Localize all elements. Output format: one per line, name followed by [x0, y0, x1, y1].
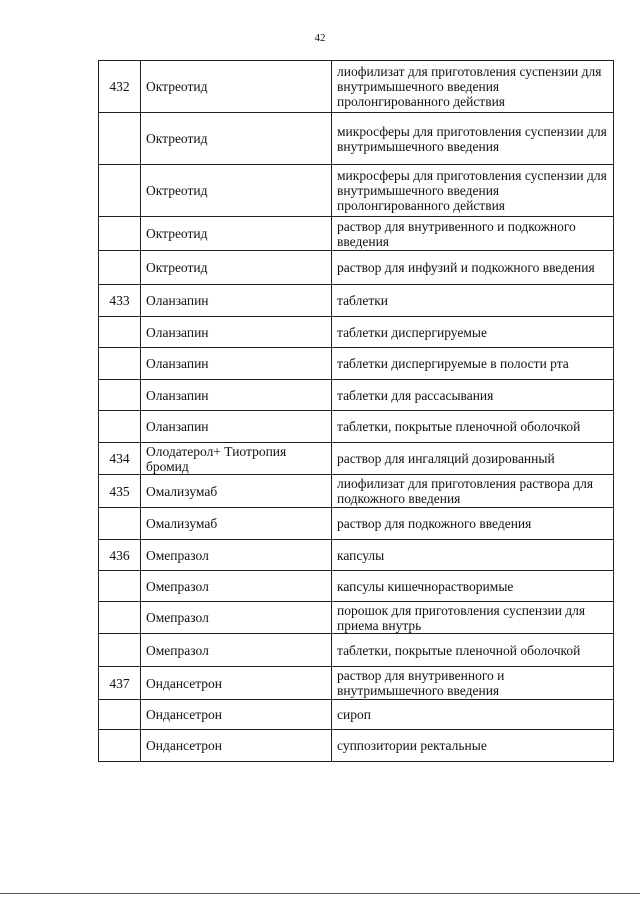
- drug-name: Оланзапин: [141, 317, 332, 348]
- table-row: [99, 508, 614, 540]
- dosage-form: таблетки диспергируемые в полости рта: [332, 348, 614, 380]
- table-row: [99, 61, 614, 113]
- table-row: [99, 667, 614, 700]
- dosage-form: раствор для подкожного введения: [332, 508, 614, 540]
- page-number: 42: [314, 32, 326, 44]
- dosage-form: микросферы для приготовления суспензии для внутримышечного введения: [332, 113, 614, 165]
- row-number: [99, 602, 141, 634]
- dosage-form: микросферы для приготовления суспензии для внутримышечного введения пролонгированного действия: [332, 165, 614, 217]
- drug-name: Омепразол: [141, 634, 332, 667]
- row-number: [99, 348, 141, 380]
- table-row: [99, 217, 614, 251]
- row-number: 434: [99, 443, 141, 475]
- row-number: [99, 508, 141, 540]
- drug-name: Омализумаб: [141, 508, 332, 540]
- dosage-form: таблетки: [332, 285, 614, 317]
- drug-name: Октреотид: [141, 113, 332, 165]
- row-number: [99, 113, 141, 165]
- table-row: [99, 317, 614, 348]
- dosage-form: порошок для приготовления суспензии для приема внутрь: [332, 602, 614, 634]
- row-number: [99, 217, 141, 251]
- drug-name: Октреотид: [141, 165, 332, 217]
- dosage-form: лиофилизат для приготовления раствора для подкожного введения: [332, 475, 614, 508]
- dosage-form: лиофилизат для приготовления суспензии для внутримышечного введения пролонгированного действия: [332, 61, 614, 113]
- dosage-form: таблетки, покрытые пленочной оболочкой: [332, 411, 614, 443]
- row-number: [99, 380, 141, 411]
- drug-name: Октреотид: [141, 251, 332, 285]
- dosage-form: раствор для внутривенного и внутримышечного введения: [332, 667, 614, 700]
- drug-name: Омепразол: [141, 540, 332, 571]
- drug-name: Октреотид: [141, 217, 332, 251]
- table-row: [99, 348, 614, 380]
- table-row: [99, 634, 614, 667]
- drug-name: Оланзапин: [141, 411, 332, 443]
- table-row: [99, 251, 614, 285]
- table-row: [99, 380, 614, 411]
- row-number: [99, 251, 141, 285]
- dosage-form: капсулы: [332, 540, 614, 571]
- dosage-form: капсулы кишечнорастворимые: [332, 571, 614, 602]
- row-number: 432: [99, 61, 141, 113]
- dosage-form: раствор для внутривенного и подкожного введения: [332, 217, 614, 251]
- drug-name: Ондансетрон: [141, 667, 332, 700]
- table-row: [99, 113, 614, 165]
- table-row: [99, 700, 614, 730]
- dosage-form: раствор для инфузий и подкожного введения: [332, 251, 614, 285]
- row-number: [99, 411, 141, 443]
- table-row: [99, 165, 614, 217]
- dosage-form: суппозитории ректальные: [332, 730, 614, 762]
- bottom-rule: [0, 893, 640, 894]
- row-number: 435: [99, 475, 141, 508]
- table-row: [99, 411, 614, 443]
- row-number: 436: [99, 540, 141, 571]
- drug-name: Омепразол: [141, 602, 332, 634]
- row-number: [99, 700, 141, 730]
- drug-name: Омализумаб: [141, 475, 332, 508]
- drug-name: Ондансетрон: [141, 730, 332, 762]
- drug-name: Оланзапин: [141, 348, 332, 380]
- table-row: [99, 540, 614, 571]
- drug-name: Оланзапин: [141, 285, 332, 317]
- row-number: [99, 730, 141, 762]
- drug-name: Ондансетрон: [141, 700, 332, 730]
- drug-name: Октреотид: [141, 61, 332, 113]
- row-number: [99, 317, 141, 348]
- table-row: [99, 730, 614, 762]
- row-number: [99, 634, 141, 667]
- drug-table-body: [99, 61, 614, 762]
- row-number: [99, 165, 141, 217]
- table-row: [99, 443, 614, 475]
- drug-name: Оланзапин: [141, 380, 332, 411]
- dosage-form: раствор для ингаляций дозированный: [332, 443, 614, 475]
- table-row: [99, 571, 614, 602]
- table-row: [99, 602, 614, 634]
- row-number: [99, 571, 141, 602]
- drug-name: Омепразол: [141, 571, 332, 602]
- drug-table: [98, 60, 614, 762]
- dosage-form: таблетки для рассасывания: [332, 380, 614, 411]
- table-row: [99, 475, 614, 508]
- row-number: 437: [99, 667, 141, 700]
- dosage-form: таблетки, покрытые пленочной оболочкой: [332, 634, 614, 667]
- dosage-form: таблетки диспергируемые: [332, 317, 614, 348]
- row-number: 433: [99, 285, 141, 317]
- drug-name: Олодатерол+ Тиотропия бромид: [141, 443, 332, 475]
- dosage-form: сироп: [332, 700, 614, 730]
- table-row: [99, 285, 614, 317]
